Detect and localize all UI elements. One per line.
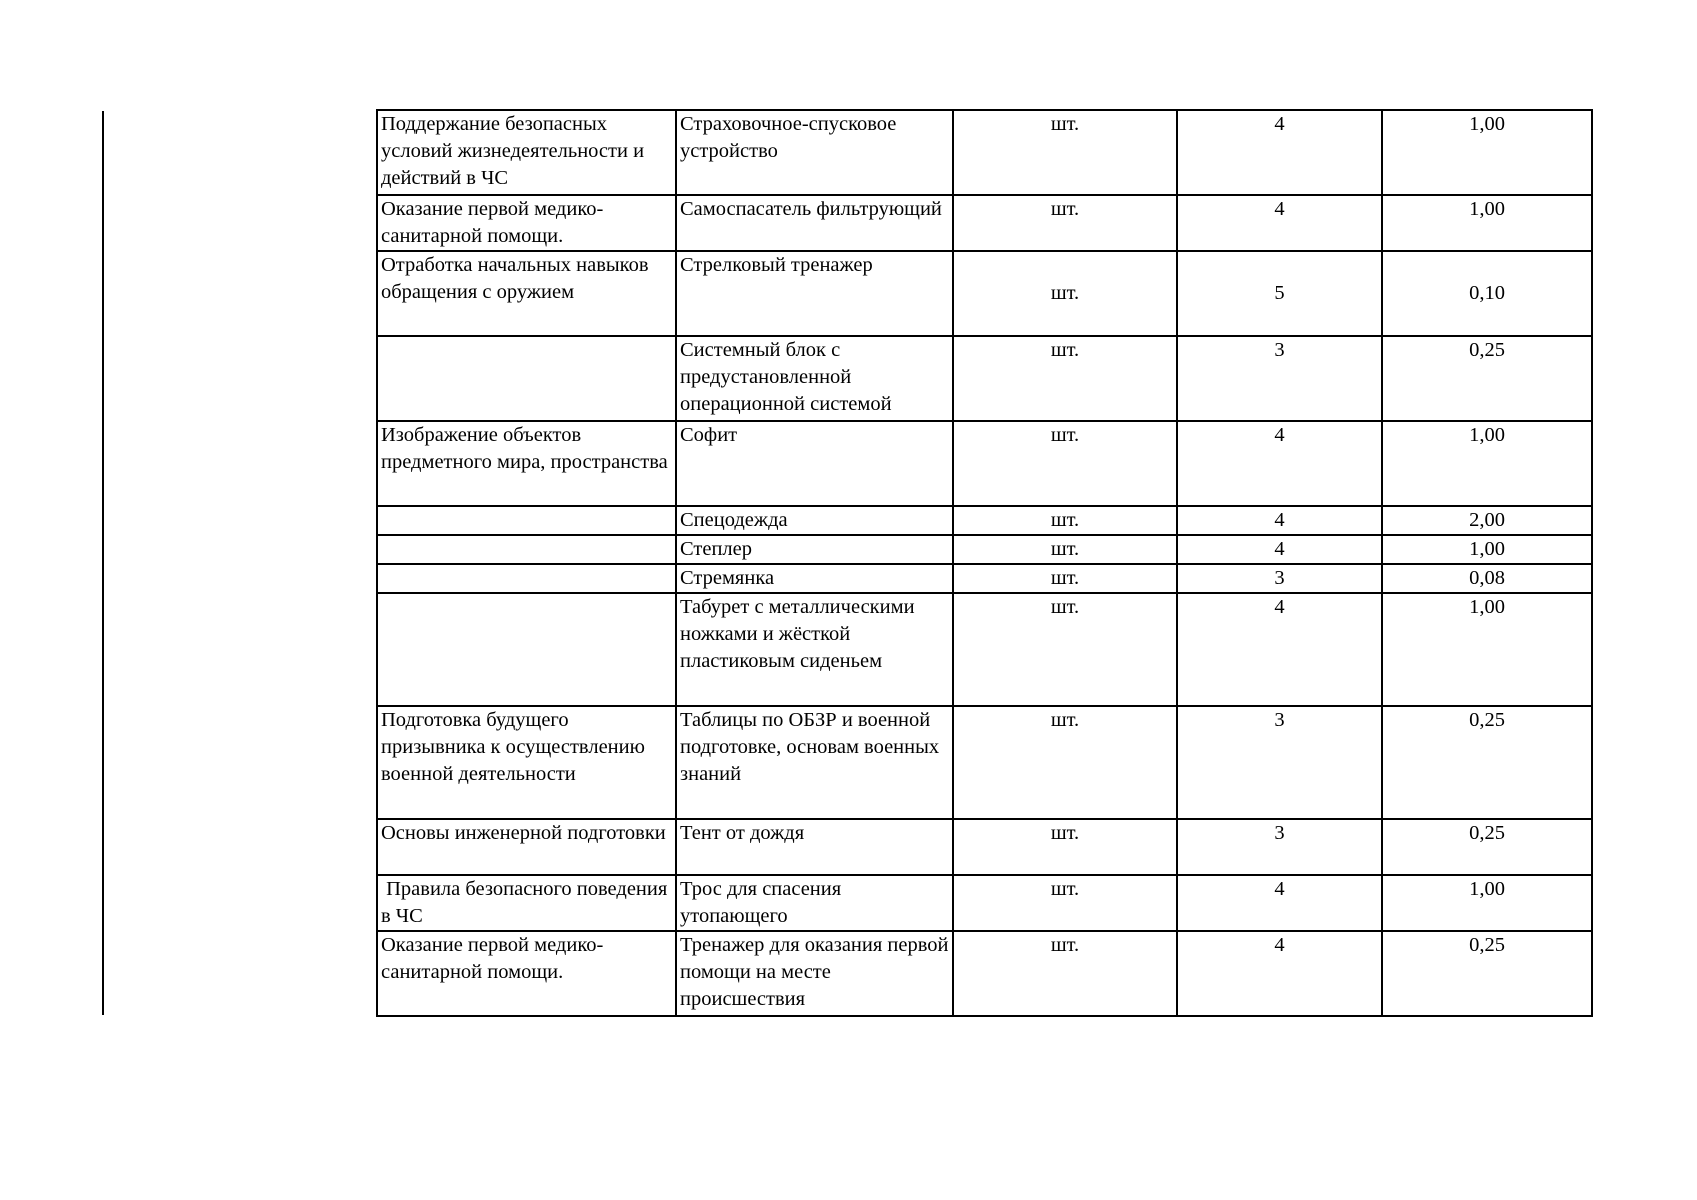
coefficient-cell: 0,25 [1382, 931, 1592, 1016]
quantity-cell: 5 [1177, 251, 1382, 336]
unit-cell: шт. [953, 875, 1177, 931]
unit-cell: шт. [953, 110, 1177, 195]
item-cell: Спецодежда [676, 506, 953, 535]
coefficient-cell: 0,25 [1382, 819, 1592, 875]
table-row [377, 819, 1592, 875]
topic-cell: Правила безопасного поведения в ЧС [377, 875, 676, 931]
table-row [377, 506, 1592, 535]
item-cell: Стремянка [676, 564, 953, 593]
unit-cell: шт. [953, 336, 1177, 421]
topic-cell: Отработка начальных навыков обращения с оружием [377, 251, 676, 336]
topic-cell: Оказание первой медико-санитарной помощи. [377, 195, 676, 251]
coefficient-cell: 0,10 [1382, 251, 1592, 336]
topic-cell: Подготовка будущего призывника к осуществлению военной деятельности [377, 706, 676, 819]
table-row [377, 875, 1592, 931]
table-row [377, 336, 1592, 421]
quantity-cell: 4 [1177, 593, 1382, 706]
item-cell: Системный блок с предустановленной операционной системой [676, 336, 953, 421]
item-cell: Страховочное-спусковое устройство [676, 110, 953, 195]
table-row [377, 195, 1592, 251]
quantity-cell: 4 [1177, 875, 1382, 931]
quantity-cell: 3 [1177, 819, 1382, 875]
unit-cell: шт. [953, 819, 1177, 875]
topic-cell [377, 593, 676, 706]
table-row [377, 110, 1592, 195]
topic-cell: Изображение объектов предметного мира, пространства [377, 421, 676, 506]
topic-cell: Оказание первой медико-санитарной помощи. [377, 931, 676, 1016]
unit-cell: шт. [953, 593, 1177, 706]
coefficient-cell: 2,00 [1382, 506, 1592, 535]
quantity-cell: 4 [1177, 195, 1382, 251]
quantity-cell: 4 [1177, 110, 1382, 195]
quantity-cell: 3 [1177, 564, 1382, 593]
item-cell: Степлер [676, 535, 953, 564]
left-margin-line [102, 111, 104, 1015]
table-row [377, 421, 1592, 506]
topic-cell [377, 535, 676, 564]
table-row [377, 931, 1592, 1016]
topic-cell [377, 506, 676, 535]
item-cell: Тренажер для оказания первой помощи на месте происшествия [676, 931, 953, 1016]
item-cell: Стрелковый тренажер [676, 251, 953, 336]
coefficient-cell: 0,08 [1382, 564, 1592, 593]
table-row [377, 706, 1592, 819]
item-cell: Самоспасатель фильтрующий [676, 195, 953, 251]
table-row [377, 593, 1592, 706]
item-cell: Таблицы по ОБЗР и военной подготовке, основам военных знаний [676, 706, 953, 819]
quantity-cell: 3 [1177, 706, 1382, 819]
coefficient-cell: 1,00 [1382, 535, 1592, 564]
equipment-table [376, 109, 1593, 1017]
unit-cell: шт. [953, 535, 1177, 564]
item-cell: Трос для спасения утопающего [676, 875, 953, 931]
coefficient-cell: 1,00 [1382, 195, 1592, 251]
coefficient-cell: 1,00 [1382, 421, 1592, 506]
coefficient-cell: 1,00 [1382, 593, 1592, 706]
topic-cell: Основы инженерной подготовки [377, 819, 676, 875]
unit-cell: шт. [953, 251, 1177, 336]
topic-cell: Поддержание безопасных условий жизнедеятельности и действий в ЧС [377, 110, 676, 195]
unit-cell: шт. [953, 564, 1177, 593]
quantity-cell: 4 [1177, 421, 1382, 506]
item-cell: Тент от дождя [676, 819, 953, 875]
quantity-cell: 3 [1177, 336, 1382, 421]
unit-cell: шт. [953, 195, 1177, 251]
coefficient-cell: 1,00 [1382, 875, 1592, 931]
coefficient-cell: 0,25 [1382, 336, 1592, 421]
unit-cell: шт. [953, 706, 1177, 819]
unit-cell: шт. [953, 421, 1177, 506]
quantity-cell: 4 [1177, 506, 1382, 535]
topic-cell [377, 336, 676, 421]
item-cell: Софит [676, 421, 953, 506]
item-cell: Табурет с металлическими ножками и жёсткой пластиковым сиденьем [676, 593, 953, 706]
table-row [377, 535, 1592, 564]
unit-cell: шт. [953, 506, 1177, 535]
table-row [377, 564, 1592, 593]
quantity-cell: 4 [1177, 535, 1382, 564]
table-row [377, 251, 1592, 336]
topic-cell [377, 564, 676, 593]
coefficient-cell: 0,25 [1382, 706, 1592, 819]
quantity-cell: 4 [1177, 931, 1382, 1016]
unit-cell: шт. [953, 931, 1177, 1016]
coefficient-cell: 1,00 [1382, 110, 1592, 195]
